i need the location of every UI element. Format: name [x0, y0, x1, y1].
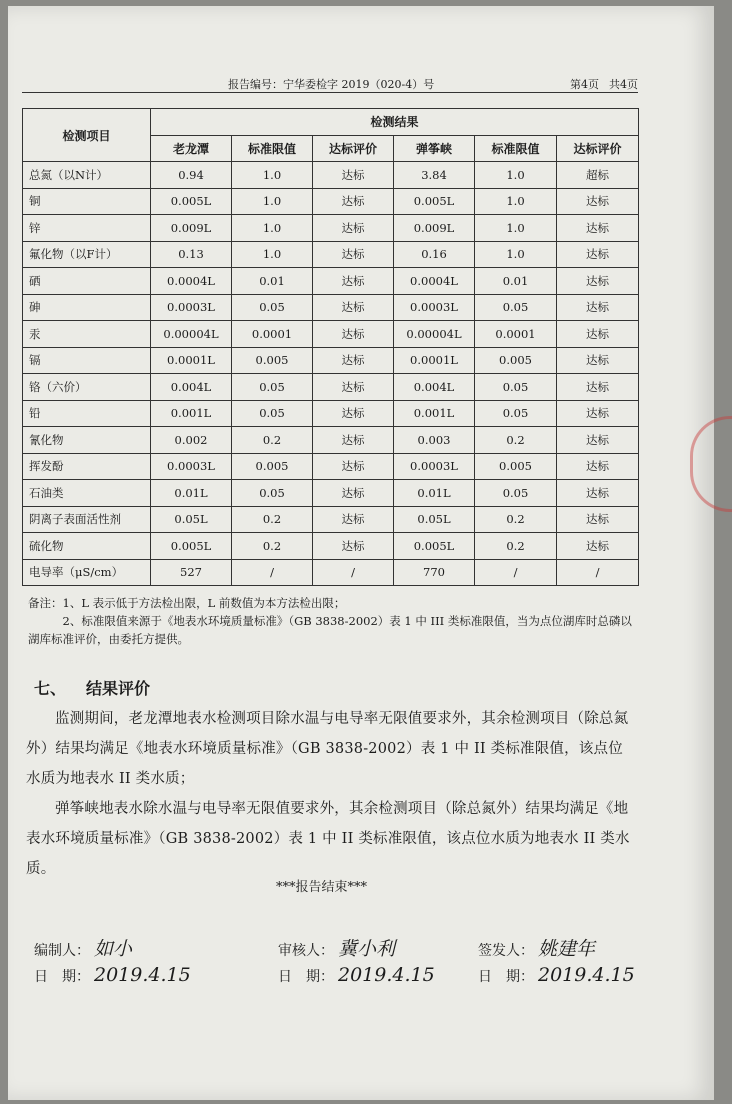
- value-cell: 0.05: [475, 294, 557, 321]
- table-row: [23, 559, 639, 586]
- value-cell: 达标: [313, 347, 394, 374]
- value-cell: /: [313, 559, 394, 586]
- value-cell: 达标: [557, 533, 639, 560]
- value-cell: 达标: [313, 188, 394, 215]
- value-cell: 0.005L: [151, 188, 232, 215]
- value-cell: 0.05L: [394, 506, 475, 533]
- value-cell: 达标: [313, 374, 394, 401]
- item-name-cell: 硫化物: [23, 533, 151, 560]
- value-cell: 0.005L: [394, 188, 475, 215]
- value-cell: 1.0: [232, 162, 313, 189]
- value-cell: 1.0: [232, 215, 313, 242]
- item-name-cell: 氟化物（以F计）: [23, 241, 151, 268]
- value-cell: 达标: [557, 374, 639, 401]
- issuer-date: [478, 964, 635, 986]
- date-label: 日 期：: [478, 969, 534, 985]
- value-cell: 0.004L: [394, 374, 475, 401]
- value-cell: 0.05: [232, 480, 313, 507]
- table-row: [23, 188, 639, 215]
- value-cell: 0.00004L: [151, 321, 232, 348]
- value-cell: 0.01L: [394, 480, 475, 507]
- compiler-label: 编制人：: [34, 943, 90, 959]
- value-cell: 达标: [313, 321, 394, 348]
- subheader-cell: 标准限值: [232, 135, 313, 162]
- value-cell: 0.2: [475, 427, 557, 454]
- value-cell: 0.005: [232, 453, 313, 480]
- date-handwriting: 2019.4.15: [94, 964, 191, 986]
- value-cell: 0.003: [394, 427, 475, 454]
- note-line-2: 2、标准限值来源于《地表水环境质量标准》（GB 3838-2002）表 1 中 III 类标准限值，当为点位湖库时总磷以湖库标准评价，由委托方提供。: [28, 614, 632, 646]
- value-cell: 0.01L: [151, 480, 232, 507]
- value-cell: 达标: [313, 241, 394, 268]
- page-indicator: [560, 76, 638, 92]
- date-label: 日 期：: [34, 969, 90, 985]
- value-cell: 0.00004L: [394, 321, 475, 348]
- page-current: 第4页: [570, 78, 599, 91]
- value-cell: /: [557, 559, 639, 586]
- item-name-cell: 电导率（μS/cm）: [23, 559, 151, 586]
- section-heading: [34, 676, 150, 699]
- value-cell: 0.05: [475, 400, 557, 427]
- value-cell: 达标: [313, 453, 394, 480]
- value-cell: 1.0: [475, 188, 557, 215]
- value-cell: 3.84: [394, 162, 475, 189]
- table-row: [23, 294, 639, 321]
- table-row: [23, 480, 639, 507]
- table-row: [23, 374, 639, 401]
- value-cell: 0.05: [232, 374, 313, 401]
- table-row: [23, 321, 639, 348]
- compiler-handwriting: 如小: [94, 938, 133, 960]
- report-end-mark: ***报告结束***: [276, 880, 368, 895]
- value-cell: 770: [394, 559, 475, 586]
- table-notes: [22, 594, 638, 648]
- item-name-cell: 挥发酚: [23, 453, 151, 480]
- table-row: [23, 533, 639, 560]
- value-cell: 0.005L: [151, 533, 232, 560]
- table-row: [23, 347, 639, 374]
- value-cell: 达标: [557, 480, 639, 507]
- value-cell: 0.0004L: [151, 268, 232, 295]
- item-name-cell: 汞: [23, 321, 151, 348]
- item-name-cell: 砷: [23, 294, 151, 321]
- value-cell: 0.005: [232, 347, 313, 374]
- value-cell: 0.0004L: [394, 268, 475, 295]
- header-results: 检测结果: [151, 109, 639, 136]
- value-cell: 达标: [557, 400, 639, 427]
- value-cell: 0.01: [232, 268, 313, 295]
- value-cell: 0.2: [232, 533, 313, 560]
- value-cell: 0.0003L: [151, 453, 232, 480]
- value-cell: 0.05: [475, 480, 557, 507]
- paragraph-danzhengxia: 弹筝峡地表水除水温与电导率无限值要求外，其余检测项目（除总氮外）结果均满足《地表水环境质量标准》（GB 3838-2002）表 1 中 II 类标准限值，该点位水质为地表水 II 类水质。: [26, 801, 630, 877]
- section-title: 结果评价: [86, 679, 151, 698]
- item-name-cell: 铅: [23, 400, 151, 427]
- value-cell: 0.05: [232, 294, 313, 321]
- item-name-cell: 总氮（以N计）: [23, 162, 151, 189]
- header-item: 检测项目: [23, 109, 151, 162]
- value-cell: 0.005: [475, 347, 557, 374]
- value-cell: 超标: [557, 162, 639, 189]
- value-cell: 0.2: [475, 533, 557, 560]
- note-line-1: 备注：1、L 表示低于方法检出限，L 前数值为本方法检出限；: [28, 596, 346, 610]
- value-cell: 0.05L: [151, 506, 232, 533]
- subheader-cell: 达标评价: [313, 135, 394, 162]
- item-name-cell: 氰化物: [23, 427, 151, 454]
- subheader-cell: 弹筝峡: [394, 135, 475, 162]
- value-cell: 达标: [557, 188, 639, 215]
- value-cell: /: [475, 559, 557, 586]
- value-cell: 0.05: [232, 400, 313, 427]
- date-handwriting: 2019.4.15: [338, 964, 435, 986]
- subheader-cell: 标准限值: [475, 135, 557, 162]
- value-cell: 达标: [557, 347, 639, 374]
- value-cell: 0.2: [475, 506, 557, 533]
- item-name-cell: 铬（六价）: [23, 374, 151, 401]
- reviewer-date: [278, 964, 435, 986]
- value-cell: 达标: [557, 268, 639, 295]
- value-cell: 0.05: [475, 374, 557, 401]
- value-cell: 0.0003L: [394, 294, 475, 321]
- item-name-cell: 铜: [23, 188, 151, 215]
- value-cell: 527: [151, 559, 232, 586]
- table-row: [23, 268, 639, 295]
- value-cell: 达标: [557, 321, 639, 348]
- value-cell: 0.001L: [151, 400, 232, 427]
- item-name-cell: 锌: [23, 215, 151, 242]
- value-cell: 达标: [557, 215, 639, 242]
- value-cell: 达标: [313, 506, 394, 533]
- issuer-handwriting: 姚建年: [538, 938, 596, 960]
- value-cell: 0.2: [232, 427, 313, 454]
- item-name-cell: 硒: [23, 268, 151, 295]
- item-name-cell: 镉: [23, 347, 151, 374]
- value-cell: 0.0003L: [394, 453, 475, 480]
- date-label: 日 期：: [278, 969, 334, 985]
- table-row: [23, 427, 639, 454]
- subheader-cell: 达标评价: [557, 135, 639, 162]
- issuer-label: 签发人：: [478, 943, 534, 959]
- value-cell: 0.0001L: [151, 347, 232, 374]
- value-cell: 0.0001L: [394, 347, 475, 374]
- value-cell: 1.0: [475, 162, 557, 189]
- value-cell: 1.0: [475, 215, 557, 242]
- value-cell: 0.0001: [232, 321, 313, 348]
- value-cell: 达标: [313, 294, 394, 321]
- reviewer-label: 审核人：: [278, 943, 334, 959]
- value-cell: 达标: [557, 506, 639, 533]
- value-cell: 0.01: [475, 268, 557, 295]
- value-cell: 1.0: [232, 188, 313, 215]
- value-cell: 0.009L: [394, 215, 475, 242]
- value-cell: 0.2: [232, 506, 313, 533]
- value-cell: /: [232, 559, 313, 586]
- value-cell: 达标: [313, 268, 394, 295]
- table-row: [23, 241, 639, 268]
- item-name-cell: 石油类: [23, 480, 151, 507]
- value-cell: 0.0003L: [151, 294, 232, 321]
- value-cell: 达标: [557, 294, 639, 321]
- value-cell: 达标: [313, 215, 394, 242]
- value-cell: 达标: [313, 533, 394, 560]
- value-cell: 达标: [313, 427, 394, 454]
- value-cell: 0.13: [151, 241, 232, 268]
- value-cell: 达标: [313, 400, 394, 427]
- value-cell: 0.002: [151, 427, 232, 454]
- value-cell: 0.004L: [151, 374, 232, 401]
- reviewer-handwriting: 冀小利: [338, 938, 396, 960]
- table-row: [23, 506, 639, 533]
- seal-stamp-partial: [690, 416, 732, 512]
- table-row: [23, 215, 639, 242]
- issuer-signature: [478, 934, 595, 961]
- report-number: 报告编号：宁华委检字 2019（020-4）号: [228, 78, 435, 91]
- compiler-date: [34, 964, 191, 986]
- date-handwriting: 2019.4.15: [538, 964, 635, 986]
- subheader-cell: 老龙潭: [151, 135, 232, 162]
- reviewer-signature: [278, 934, 395, 961]
- page-header: [22, 74, 638, 93]
- item-name-cell: 阴离子表面活性剂: [23, 506, 151, 533]
- value-cell: 0.009L: [151, 215, 232, 242]
- value-cell: 达标: [557, 241, 639, 268]
- value-cell: 达标: [313, 480, 394, 507]
- value-cell: 达标: [557, 453, 639, 480]
- value-cell: 0.005: [475, 453, 557, 480]
- compiler-signature: [34, 934, 132, 961]
- page-total: 共4页: [609, 78, 638, 91]
- value-cell: 0.0001: [475, 321, 557, 348]
- value-cell: 0.16: [394, 241, 475, 268]
- value-cell: 1.0: [232, 241, 313, 268]
- value-cell: 达标: [557, 427, 639, 454]
- paragraph-laolongtan: 监测期间，老龙潭地表水检测项目除水温与电导率无限值要求外，其余检测项目（除总氮外）结果均满足《地表水环境质量标准》（GB 3838-2002）表 1 中 II 类标准限值，该点位水质为地表水 II 类水质；: [26, 711, 629, 787]
- table-row: [23, 400, 639, 427]
- value-cell: 1.0: [475, 241, 557, 268]
- table-row: [23, 162, 639, 189]
- value-cell: 0.005L: [394, 533, 475, 560]
- value-cell: 0.94: [151, 162, 232, 189]
- value-cell: 达标: [313, 162, 394, 189]
- results-table: [22, 108, 639, 586]
- section-number: 七、: [34, 679, 67, 698]
- table-row: [23, 453, 639, 480]
- value-cell: 0.001L: [394, 400, 475, 427]
